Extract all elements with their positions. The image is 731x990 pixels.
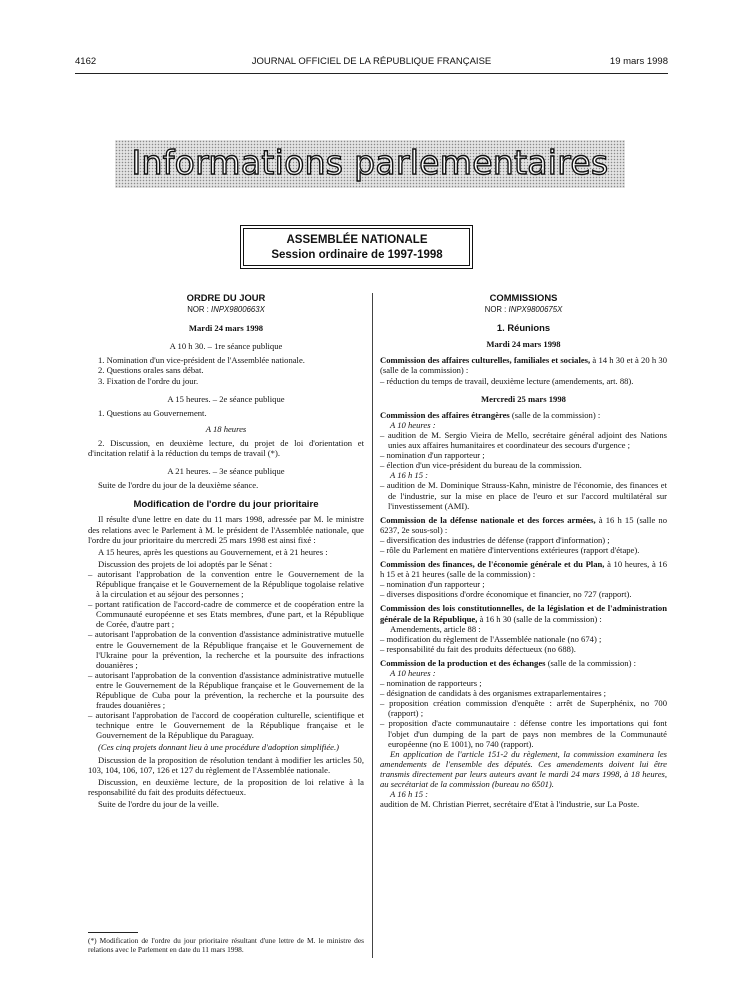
modification-intro: Il résulte d'une lettre en date du 11 mars 1998, adressée par M. le ministre des relations avec le Parlement à M. le président de l'Assemblée nationale, que l'ordre du jour prioritaire du mercredi 25 mars 1998 est ainsi fixé : xyxy=(88,514,364,545)
list-item: – responsabilité du fait des produits défectueux (no 688). xyxy=(380,643,576,654)
footnote: (*) Modification de l'ordre du jour prioritaire résultant d'une lettre de M. le ministre des relations avec le Parlement en date du 11 mars 1998. xyxy=(88,936,364,954)
modification-note: (Ces cinq projets donnant lieu à une procédure d'adoption simplifiée.) xyxy=(98,742,339,753)
amendments-note: En application de l'article 151-2 du règlement, la commission examinera les amendements de l'ensemble des députés. Ces amendements doivent lui être transmis directement par leurs auteurs avant le mardi 24 mars 1998, à 18 heures, au secrétariat de la commission (bureau no 6501). xyxy=(380,748,667,790)
list-item: – proposition création commission d'enquête : arrêt de Superphénix, no 700 (rapport) ; xyxy=(380,698,667,719)
commission-laws: Commission des lois constitutionnelles, de la législation et de l'administration générale de la République, à 16 h 30 (salle de la commission) : xyxy=(380,603,667,624)
time-slot: A 10 heures : xyxy=(390,419,436,430)
section-title: 1. Réunions xyxy=(496,322,551,334)
list-item: – nomination de rapporteurs ; xyxy=(380,678,482,689)
right-column xyxy=(380,293,667,809)
journal-title: JOURNAL OFFICIEL DE LA RÉPUBLIQUE FRANÇAISE xyxy=(251,56,492,67)
modification-end: Suite de l'ordre du jour de la veille. xyxy=(98,798,219,809)
agenda-heading: ORDRE DU JOUR xyxy=(186,292,266,303)
list-item: – nomination d'un rapporteur ; xyxy=(380,450,485,461)
day-2: Mercredi 25 mars 1998 xyxy=(481,393,566,404)
sitting-2b-text: 2. Discussion, en deuxième lecture, du projet de loi d'orientation et d'incitation relatif à la réduction du temps de travail (*). xyxy=(88,437,364,459)
list-item: – autorisant l'approbation de la convention d'assistance administrative mutuelle entre le Gouvernement de la République française et le Gouvernement de la République de Cuba pour la prévention, la recherche et la poursuite des fraudes douanières ; xyxy=(88,669,364,711)
left-column xyxy=(88,293,364,809)
commission-finances: Commission des finances, de l'économie générale et du Plan, à 10 heures, à 16 h 15 et à 21 heures (salle de la commission) : xyxy=(380,559,667,580)
assembly-name: ASSEMBLÉE NATIONALE xyxy=(286,234,428,246)
list-item: – diversification des industries de défense (rapport d'information) ; xyxy=(380,534,610,545)
list-item: – modification du règlement de l'Assemblée nationale (no 674) ; xyxy=(380,633,602,644)
time-slot: A 16 h 15 : xyxy=(390,789,429,800)
list-item: – audition de M. Dominique Strauss-Kahn, ministre de l'économie, des finances et de l'industrie, sur la mise en place de l'euro et sur l'accord multilatéral sur l'investissement (AMI). xyxy=(380,480,667,511)
list-item: – autorisant l'approbation de l'accord de coopération culturelle, scientifique et technique entre le Gouvernement de la République française et le Gouvernement de la République du Paraguay. xyxy=(88,710,364,741)
list-item: – proposition d'acte communautaire : défense contre les importations qui font l'objet d'un dumping de la part de pays non membres de la Communauté européenne (no E 1001), no 740 (rapport). xyxy=(380,718,667,749)
issue-date: 19 mars 1998 xyxy=(609,56,668,67)
modification-list xyxy=(88,569,364,741)
sitting-3-time: A 21 heures. – 3e séance publique xyxy=(167,466,285,477)
list-item: 2. Questions orales sans débat. xyxy=(98,365,204,376)
modification-second-reading: Discussion, en deuxième lecture, de la proposition de loi relative à la responsabilité du fait des produits défectueux. xyxy=(88,776,364,797)
page-number: 4162 xyxy=(75,56,97,67)
header-rule xyxy=(75,73,668,74)
list-item: – rôle du Parlement en matière d'interventions extérieures (rapport d'étape). xyxy=(380,544,640,555)
footnote-rule xyxy=(88,932,138,933)
list-item: – audition de M. Sergio Vieira de Mello, secrétaire général adjoint des Nations unies aux affaires humanitaires et coordinateur des secours d'urgence ; xyxy=(380,429,667,451)
list-item: – diverses dispositions d'ordre économique et financier, no 727 (rapport). xyxy=(380,589,632,600)
amendments-label: Amendements, article 88 : xyxy=(390,623,481,634)
sitting-2b-time: A 18 heures xyxy=(205,423,247,434)
list-item: – nomination d'un rapporteur ; xyxy=(380,579,485,590)
sitting-3-text: Suite de l'ordre du jour de la deuxième séance. xyxy=(98,480,259,491)
nor-reference: NOR : INPX9800663X xyxy=(187,305,265,315)
day-1: Mardi 24 mars 1998 xyxy=(486,339,561,350)
agenda-day: Mardi 24 mars 1998 xyxy=(188,323,264,334)
list-item: – portant ratification de l'accord-cadre de commerce et de coopération entre la Communauté européenne et ses Etats membres, d'une part, et la République de Corée, d'autre part ; xyxy=(88,599,364,630)
sitting-2-time: A 15 heures. – 2e séance publique xyxy=(167,393,285,404)
nor-reference: NOR : INPX9800675X xyxy=(484,305,563,315)
commission-cultural: Commission des affaires culturelles, familiales et sociales, à 14 h 30 et à 20 h 30 (salle de la commission) : xyxy=(380,355,667,376)
hearing-text: audition de M. Christian Pierret, secrétaire d'Etat à l'industrie, sur La Poste. xyxy=(380,799,640,810)
time-slot: A 16 h 15 : xyxy=(390,470,429,481)
modification-heading: Modification de l'ordre du jour prioritaire xyxy=(133,499,319,511)
list-item: 1. Nomination d'un vice-président de l'Assemblée nationale. xyxy=(98,355,305,366)
sitting-1-items xyxy=(88,355,364,385)
session-title: Session ordinaire de 1997-1998 xyxy=(271,249,443,261)
list-item: – autorisant l'approbation de la convention entre le Gouvernement de la République française et le Gouvernement de la République togolaise relative à la circulation et au séjour des personnes ; xyxy=(88,568,364,600)
running-header xyxy=(75,57,668,69)
modification-resolution: Discussion de la proposition de résolution tendant à modifier les articles 50, 103, 104, 106, 107, 126 et 127 du règlement de l'Assemblée nationale. xyxy=(88,754,364,775)
commissions-heading: COMMISSIONS xyxy=(489,292,558,303)
modification-lead: Discussion des projets de loi adoptés par le Sénat : xyxy=(98,558,272,569)
commission-production: Commission de la production et des échanges (salle de la commission) : xyxy=(380,657,636,668)
commission-foreign: Commission des affaires étrangères (salle de la commission) : xyxy=(380,409,601,420)
time-slot: A 10 heures : xyxy=(390,668,436,678)
list-item: – élection d'un vice-président du bureau de la commission. xyxy=(380,460,582,471)
modification-time: A 15 heures, après les questions au Gouvernement, et à 21 heures : xyxy=(98,546,328,557)
column-divider xyxy=(372,293,373,958)
list-item: – désignation de candidats à des organismes extraparlementaires ; xyxy=(380,688,607,699)
banner-title: Informations parlementaires xyxy=(131,143,609,182)
list-item: – autorisant l'approbation de la convention d'assistance administrative mutuelle entre le Gouvernement de la République française et le Gouvernement de l'Ukraine pour la prévention, la recherche et la poursuite des infractions douanières ; xyxy=(88,629,364,670)
list-item: – réduction du temps de travail, deuxième lecture (amendements, art. 88). xyxy=(380,375,634,386)
commission-defense: Commission de la défense nationale et des forces armées, à 16 h 15 (salle no 6237, 2e sous-sol) : xyxy=(380,514,667,535)
list-item: 3. Fixation de l'ordre du jour. xyxy=(98,375,199,386)
sitting-1-time: A 10 h 30. – 1re séance publique xyxy=(169,341,283,352)
list-item: 1. Questions au Gouvernement. xyxy=(98,407,207,418)
